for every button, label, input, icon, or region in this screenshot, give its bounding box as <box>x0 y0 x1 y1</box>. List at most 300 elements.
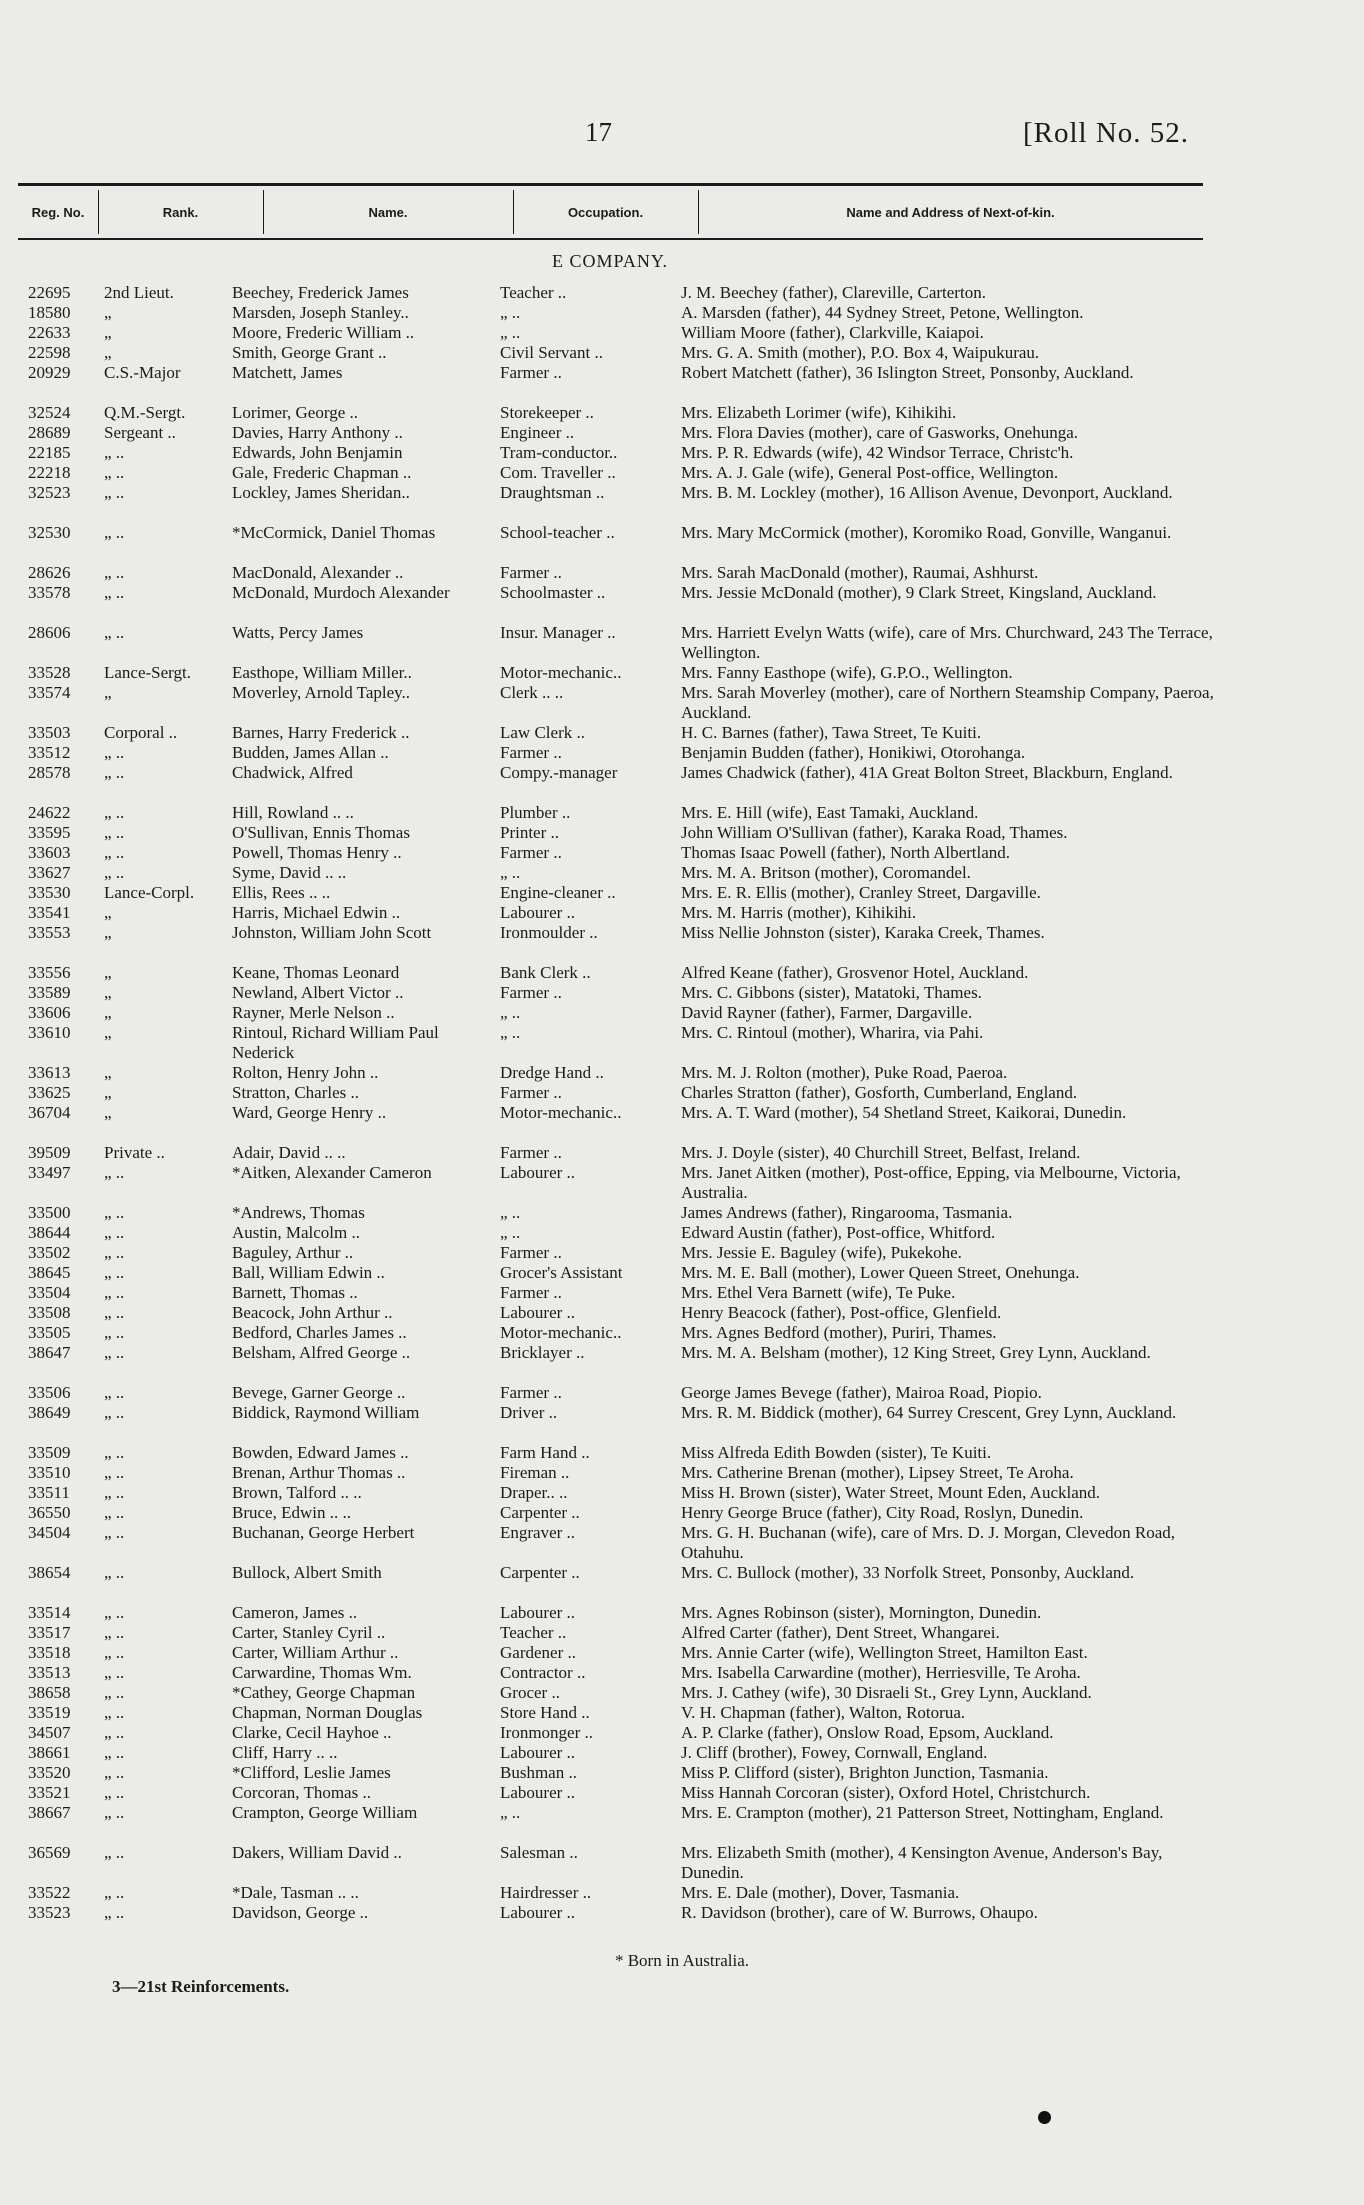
occupation: Carpenter .. <box>500 1503 580 1522</box>
rank: „ .. <box>104 1503 125 1522</box>
next-of-kin: Charles Stratton (father), Gosforth, Cumberland, England. <box>681 1083 1078 1102</box>
reg-number: 33625 <box>28 1083 71 1102</box>
reg-number: 28626 <box>28 563 71 582</box>
rank: „ <box>104 343 112 362</box>
occupation: Clerk .. .. <box>500 683 564 702</box>
reg-number: 20929 <box>28 363 71 382</box>
rank: „ .. <box>104 1483 125 1502</box>
reg-number: 36704 <box>28 1103 71 1122</box>
next-of-kin: Mrs. Catherine Brenan (mother), Lipsey Street, Te Aroha. <box>681 1463 1074 1482</box>
next-of-kin: Mrs. P. R. Edwards (wife), 42 Windsor Terrace, Christc'h. <box>681 443 1074 462</box>
rank: „ <box>104 1063 112 1082</box>
ink-speck <box>1038 2111 1051 2124</box>
occupation: Farmer .. <box>500 983 562 1002</box>
reg-number: 33603 <box>28 843 71 862</box>
rank: „ .. <box>104 1663 125 1682</box>
rank: „ <box>104 963 112 982</box>
reg-number: 36569 <box>28 1843 71 1862</box>
signature-line: 3—21st Reinforcements. <box>112 1977 290 1996</box>
occupation: „ .. <box>500 1023 521 1042</box>
rank: „ .. <box>104 1763 125 1782</box>
occupation: „ .. <box>500 323 521 342</box>
company-heading: E COMPANY. <box>551 251 669 271</box>
occupation: Grocer's Assistant <box>500 1263 623 1282</box>
reg-number: 33502 <box>28 1243 71 1262</box>
occupation: Com. Traveller .. <box>500 463 616 482</box>
next-of-kin: James Chadwick (father), 41A Great Bolton Street, Blackburn, England. <box>681 763 1173 782</box>
soldier-name: *Dale, Tasman .. .. <box>232 1883 359 1902</box>
reg-number: 32524 <box>28 403 71 422</box>
soldier-name: Belsham, Alfred George .. <box>232 1343 411 1362</box>
occupation: Driver .. <box>500 1403 558 1422</box>
soldier-name: Barnes, Harry Frederick .. <box>232 723 410 742</box>
next-of-kin: J. M. Beechey (father), Clareville, Carterton. <box>681 283 986 302</box>
soldier-name: Johnston, William John Scott <box>232 923 432 942</box>
reg-number: 28578 <box>28 763 71 782</box>
occupation: Plumber .. <box>500 803 571 822</box>
occupation: Salesman .. <box>500 1843 578 1862</box>
rank: „ .. <box>104 463 125 482</box>
occupation: Teacher .. <box>500 1623 567 1642</box>
next-of-kin: Mrs. E. Crampton (mother), 21 Patterson Street, Nottingham, England. <box>681 1803 1164 1822</box>
soldier-name: Corcoran, Thomas .. <box>232 1783 371 1802</box>
rank: „ .. <box>104 1263 125 1282</box>
next-of-kin: Mrs. Jessie E. Baguley (wife), Pukekohe. <box>681 1243 962 1262</box>
occupation: Compy.-manager <box>500 763 618 782</box>
soldier-name: Edwards, John Benjamin <box>232 443 403 462</box>
rank: Lance-Corpl. <box>104 883 195 902</box>
occupation: Motor-mechanic.. <box>500 663 622 682</box>
reg-number: 33578 <box>28 583 71 602</box>
rank: „ .. <box>104 1443 125 1462</box>
next-of-kin: Mrs. Sarah Moverley (mother), care of Northern Steamship Company, Paeroa, Auckland. <box>681 683 1214 722</box>
reg-number: 22633 <box>28 323 71 342</box>
next-of-kin: Mrs. Harriett Evelyn Watts (wife), care of Mrs. Churchward, 243 The Terrace, Wellington. <box>681 623 1213 662</box>
rank: Sergeant .. <box>104 423 176 442</box>
soldier-name: Watts, Percy James <box>232 623 364 642</box>
rank: „ .. <box>104 563 125 582</box>
header-kin: Name and Address of Next-of-kin. <box>846 204 1055 220</box>
soldier-name: Carwardine, Thomas Wm. <box>232 1663 412 1682</box>
reg-number: 34504 <box>28 1523 71 1542</box>
occupation: Draper.. .. <box>500 1483 568 1502</box>
reg-number: 33613 <box>28 1063 71 1082</box>
next-of-kin: Mrs. A. J. Gale (wife), General Post-office, Wellington. <box>681 463 1059 482</box>
next-of-kin: Robert Matchett (father), 36 Islington Street, Ponsonby, Auckland. <box>681 363 1134 382</box>
rank: „ .. <box>104 1223 125 1242</box>
occupation: Labourer .. <box>500 1603 576 1622</box>
next-of-kin: Mrs. M. Harris (mother), Kihikihi. <box>681 903 917 922</box>
next-of-kin: Thomas Isaac Powell (father), North Albertland. <box>681 843 1011 862</box>
soldier-name: Carter, Stanley Cyril .. <box>232 1623 386 1642</box>
soldier-name: Cameron, James .. <box>232 1603 358 1622</box>
reg-number: 32523 <box>28 483 71 502</box>
next-of-kin: Mrs. Elizabeth Lorimer (wife), Kihikihi. <box>681 403 957 422</box>
rank: „ .. <box>104 863 125 882</box>
soldier-name: Ball, William Edwin .. <box>232 1263 385 1282</box>
header-rank: Rank. <box>162 204 199 220</box>
rank: „ .. <box>104 523 125 542</box>
occupation: Ironmoulder .. <box>500 923 598 942</box>
occupation: Motor-mechanic.. <box>500 1323 622 1342</box>
next-of-kin: David Rayner (father), Farmer, Dargaville. <box>681 1003 973 1022</box>
next-of-kin: Mrs. R. M. Biddick (mother), 64 Surrey Crescent, Grey Lynn, Auckland. <box>681 1403 1177 1422</box>
next-of-kin: Mrs. Annie Carter (wife), Wellington Street, Hamilton East. <box>681 1643 1088 1662</box>
reg-number: 33589 <box>28 983 71 1002</box>
rank: „ .. <box>104 1463 125 1482</box>
rank: „ .. <box>104 443 125 462</box>
next-of-kin: Mrs. E. Hill (wife), East Tamaki, Auckland. <box>681 803 979 822</box>
reg-number: 22598 <box>28 343 71 362</box>
next-of-kin: H. C. Barnes (father), Tawa Street, Te Kuiti. <box>681 723 982 742</box>
rank: Private .. <box>104 1143 165 1162</box>
soldier-name: Stratton, Charles .. <box>232 1083 360 1102</box>
next-of-kin: Miss H. Brown (sister), Water Street, Mount Eden, Auckland. <box>681 1483 1101 1502</box>
soldier-name: Buchanan, George Herbert <box>232 1523 415 1542</box>
soldier-name: Moore, Frederic William .. <box>232 323 415 342</box>
rank: „ .. <box>104 483 125 502</box>
rank: „ .. <box>104 1603 125 1622</box>
soldier-name: Carter, William Arthur .. <box>232 1643 399 1662</box>
soldier-name: Smith, George Grant .. <box>232 343 387 362</box>
rank: „ .. <box>104 1703 125 1722</box>
soldier-name: Clarke, Cecil Hayhoe .. <box>232 1723 392 1742</box>
next-of-kin: Miss P. Clifford (sister), Brighton Junction, Tasmania. <box>681 1763 1049 1782</box>
occupation: Storekeeper .. <box>500 403 594 422</box>
soldier-name: Bowden, Edward James .. <box>232 1443 409 1462</box>
occupation: Labourer .. <box>500 1163 576 1182</box>
rank: „ .. <box>104 823 125 842</box>
soldier-name: Ward, George Henry .. <box>232 1103 387 1122</box>
next-of-kin: Alfred Carter (father), Dent Street, Whangarei. <box>681 1623 1000 1642</box>
soldier-name: Gale, Frederic Chapman .. <box>232 463 412 482</box>
rank: 2nd Lieut. <box>104 283 174 302</box>
next-of-kin: Mrs. C. Bullock (mother), 33 Norfolk Street, Ponsonby, Auckland. <box>681 1563 1135 1582</box>
rank: Corporal .. <box>104 723 178 742</box>
next-of-kin: Alfred Keane (father), Grosvenor Hotel, Auckland. <box>681 963 1029 982</box>
rank: „ <box>104 303 112 322</box>
reg-number: 38649 <box>28 1403 71 1422</box>
occupation: Farmer .. <box>500 843 562 862</box>
occupation: Engraver .. <box>500 1523 576 1542</box>
reg-number: 33530 <box>28 883 71 902</box>
soldier-name: Chapman, Norman Douglas <box>232 1703 423 1722</box>
occupation: Labourer .. <box>500 903 576 922</box>
reg-number: 33556 <box>28 963 71 982</box>
next-of-kin: Mrs. A. T. Ward (mother), 54 Shetland Street, Kaikorai, Dunedin. <box>681 1103 1127 1122</box>
next-of-kin: Mrs. M. A. Belsham (mother), 12 King Street, Grey Lynn, Auckland. <box>681 1343 1151 1362</box>
page-number: 17 <box>585 117 612 147</box>
reg-number: 38644 <box>28 1223 71 1242</box>
reg-number: 33506 <box>28 1383 71 1402</box>
reg-number: 33503 <box>28 723 71 742</box>
soldier-name: Baguley, Arthur .. <box>232 1243 354 1262</box>
reg-number: 28689 <box>28 423 71 442</box>
reg-number: 22185 <box>28 443 71 462</box>
rank: „ <box>104 323 112 342</box>
soldier-name: Budden, James Allan .. <box>232 743 389 762</box>
rank: „ .. <box>104 843 125 862</box>
soldier-name: Ellis, Rees .. .. <box>232 883 331 902</box>
reg-number: 33504 <box>28 1283 71 1302</box>
occupation: Law Clerk .. <box>500 723 585 742</box>
occupation: Farmer .. <box>500 1143 562 1162</box>
occupation: Ironmonger .. <box>500 1723 594 1742</box>
rank: „ .. <box>104 583 125 602</box>
soldier-name: Barnett, Thomas .. <box>232 1283 358 1302</box>
occupation: Farmer .. <box>500 1283 562 1302</box>
soldier-name: Hill, Rowland .. .. <box>232 803 354 822</box>
next-of-kin: Mrs. Isabella Carwardine (mother), Herriesville, Te Aroha. <box>681 1663 1081 1682</box>
occupation: Labourer .. <box>500 1783 576 1802</box>
soldier-name: *Clifford, Leslie James <box>232 1763 391 1782</box>
rank: „ .. <box>104 763 125 782</box>
occupation: Farm Hand .. <box>500 1443 590 1462</box>
table-header <box>18 183 1203 240</box>
soldier-name: Beechey, Frederick James <box>232 283 409 302</box>
occupation: Carpenter .. <box>500 1563 580 1582</box>
occupation: „ .. <box>500 303 521 322</box>
soldier-name: Keane, Thomas Leonard <box>232 963 400 982</box>
next-of-kin: Mrs. Flora Davies (mother), care of Gasworks, Onehunga. <box>681 423 1079 442</box>
reg-number: 33528 <box>28 663 71 682</box>
next-of-kin: John William O'Sullivan (father), Karaka Road, Thames. <box>681 823 1068 842</box>
soldier-name: Biddick, Raymond William <box>232 1403 420 1422</box>
soldier-name: McDonald, Murdoch Alexander <box>232 583 450 602</box>
reg-number: 36550 <box>28 1503 71 1522</box>
next-of-kin: Henry George Bruce (father), City Road, Roslyn, Dunedin. <box>681 1503 1084 1522</box>
header-name: Name. <box>368 204 408 220</box>
occupation: Farmer .. <box>500 1083 562 1102</box>
soldier-name: Brenan, Arthur Thomas .. <box>232 1463 406 1482</box>
occupation: Teacher .. <box>500 283 567 302</box>
next-of-kin: Mrs. Mary McCormick (mother), Koromiko Road, Gonville, Wanganui. <box>681 523 1172 542</box>
soldier-name: Cliff, Harry .. .. <box>232 1743 338 1762</box>
occupation: „ .. <box>500 1003 521 1022</box>
occupation: Labourer .. <box>500 1303 576 1322</box>
next-of-kin: J. Cliff (brother), Fowey, Cornwall, England. <box>681 1743 988 1762</box>
reg-number: 33517 <box>28 1623 71 1642</box>
rank: Lance-Sergt. <box>104 663 192 682</box>
next-of-kin: Mrs. G. H. Buchanan (wife), care of Mrs. D. J. Morgan, Clevedon Road, Otahuhu. <box>681 1523 1175 1562</box>
reg-number: 38667 <box>28 1803 71 1822</box>
reg-number: 33520 <box>28 1763 71 1782</box>
next-of-kin: Mrs. E. Dale (mother), Dover, Tasmania. <box>681 1883 960 1902</box>
reg-number: 33497 <box>28 1163 71 1182</box>
next-of-kin: Mrs. J. Cathey (wife), 30 Disraeli St., Grey Lynn, Auckland. <box>681 1683 1092 1702</box>
occupation: Tram-conductor.. <box>500 443 618 462</box>
rank: „ .. <box>104 1283 125 1302</box>
soldier-name: Matchett, James <box>232 363 343 382</box>
reg-number: 33510 <box>28 1463 71 1482</box>
rank: „ .. <box>104 1723 125 1742</box>
reg-number: 18580 <box>28 303 71 322</box>
next-of-kin: Mrs. C. Gibbons (sister), Matatoki, Thames. <box>681 983 982 1002</box>
rank: „ .. <box>104 1203 125 1222</box>
next-of-kin: Mrs. Fanny Easthope (wife), G.P.O., Wellington. <box>681 663 1013 682</box>
reg-number: 33505 <box>28 1323 71 1342</box>
occupation: Contractor .. <box>500 1663 586 1682</box>
reg-number: 33541 <box>28 903 71 922</box>
occupation: Motor-mechanic.. <box>500 1103 622 1122</box>
soldier-name: Bedford, Charles James .. <box>232 1323 407 1342</box>
rank: „ <box>104 903 112 922</box>
rank: „ <box>104 683 112 702</box>
soldier-name: O'Sullivan, Ennis Thomas <box>232 823 410 842</box>
soldier-name: Davies, Harry Anthony .. <box>232 423 403 442</box>
reg-number: 33627 <box>28 863 71 882</box>
reg-number: 38647 <box>28 1343 71 1362</box>
occupation: Bank Clerk .. <box>500 963 591 982</box>
rank: „ .. <box>104 1843 125 1862</box>
reg-number: 33521 <box>28 1783 71 1802</box>
soldier-name: Moverley, Arnold Tapley.. <box>232 683 411 702</box>
soldier-name: Rayner, Merle Nelson .. <box>232 1003 395 1022</box>
reg-number: 22218 <box>28 463 71 482</box>
next-of-kin: Mrs. Janet Aitken (mother), Post-office, Epping, via Melbourne, Victoria, Australia. <box>681 1163 1181 1202</box>
next-of-kin: Mrs. Agnes Robinson (sister), Mornington, Dunedin. <box>681 1603 1042 1622</box>
soldier-name: Brown, Talford .. .. <box>232 1483 362 1502</box>
next-of-kin: Mrs. M. A. Britson (mother), Coromandel. <box>681 863 971 882</box>
rank: „ <box>104 1023 112 1042</box>
occupation: Farmer .. <box>500 1243 562 1262</box>
occupation: „ .. <box>500 1803 521 1822</box>
reg-number: 38658 <box>28 1683 71 1702</box>
next-of-kin: Mrs. Jessie McDonald (mother), 9 Clark Street, Kingsland, Auckland. <box>681 583 1157 602</box>
soldier-name: Easthope, William Miller.. <box>232 663 412 682</box>
next-of-kin: Mrs. J. Doyle (sister), 40 Churchill Street, Belfast, Ireland. <box>681 1143 1081 1162</box>
occupation: Engine-cleaner .. <box>500 883 616 902</box>
reg-number: 33513 <box>28 1663 71 1682</box>
reg-number: 33509 <box>28 1443 71 1462</box>
next-of-kin: Edward Austin (father), Post-office, Whitford. <box>681 1223 996 1242</box>
soldier-name: *Cathey, George Chapman <box>232 1683 416 1702</box>
reg-number: 24622 <box>28 803 71 822</box>
reg-number: 33500 <box>28 1203 71 1222</box>
reg-number: 33574 <box>28 683 71 702</box>
occupation: Farmer .. <box>500 363 562 382</box>
rank: „ .. <box>104 1623 125 1642</box>
reg-number: 33522 <box>28 1883 71 1902</box>
occupation: „ .. <box>500 1203 521 1222</box>
soldier-name: Beacock, John Arthur .. <box>232 1303 393 1322</box>
soldier-name: *Andrews, Thomas <box>232 1203 365 1222</box>
next-of-kin: Benjamin Budden (father), Honikiwi, Otorohanga. <box>681 743 1026 762</box>
soldier-name: Bullock, Albert Smith <box>232 1563 382 1582</box>
next-of-kin: William Moore (father), Clarkville, Kaiapoi. <box>681 323 984 342</box>
soldier-name: Rintoul, Richard William Paul Nederick <box>232 1023 439 1062</box>
next-of-kin: Mrs. M. E. Ball (mother), Lower Queen Street, Onehunga. <box>681 1263 1080 1282</box>
next-of-kin: Mrs. Ethel Vera Barnett (wife), Te Puke. <box>681 1283 956 1302</box>
rank: „ .. <box>104 623 125 642</box>
next-of-kin: George James Bevege (father), Mairoa Road, Piopio. <box>681 1383 1042 1402</box>
next-of-kin: Mrs. Elizabeth Smith (mother), 4 Kensington Avenue, Anderson's Bay, Dunedin. <box>681 1843 1163 1882</box>
rank: „ <box>104 1083 112 1102</box>
rank: „ .. <box>104 1903 125 1922</box>
occupation: Store Hand .. <box>500 1703 590 1722</box>
rank: „ .. <box>104 1403 125 1422</box>
reg-number: 33519 <box>28 1703 71 1722</box>
rank: „ .. <box>104 1243 125 1262</box>
next-of-kin: James Andrews (father), Ringarooma, Tasmania. <box>681 1203 1013 1222</box>
occupation: Bushman .. <box>500 1763 577 1782</box>
soldier-name: Dakers, William David .. <box>232 1843 402 1862</box>
soldier-name: Lockley, James Sheridan.. <box>232 483 410 502</box>
soldier-name: Powell, Thomas Henry .. <box>232 843 402 862</box>
rank: „ .. <box>104 1343 125 1362</box>
soldier-name: Austin, Malcolm .. <box>232 1223 360 1242</box>
next-of-kin: Mrs. C. Rintoul (mother), Wharira, via Pahi. <box>681 1023 984 1042</box>
reg-number: 33514 <box>28 1603 71 1622</box>
next-of-kin: Mrs. Agnes Bedford (mother), Puriri, Thames. <box>681 1323 997 1342</box>
rank: „ <box>104 923 112 942</box>
reg-number: 38654 <box>28 1563 71 1582</box>
rank: „ .. <box>104 1383 125 1402</box>
soldier-name: Syme, David .. .. <box>232 863 347 882</box>
occupation: Farmer .. <box>500 1383 562 1402</box>
reg-number: 33508 <box>28 1303 71 1322</box>
soldier-name: Lorimer, George .. <box>232 403 358 422</box>
reg-number: 33595 <box>28 823 71 842</box>
soldier-name: Adair, David .. .. <box>232 1143 346 1162</box>
rank: „ .. <box>104 1163 125 1182</box>
rank: „ <box>104 1003 112 1022</box>
next-of-kin: Mrs. M. J. Rolton (mother), Puke Road, Paeroa. <box>681 1063 1008 1082</box>
next-of-kin: Mrs. B. M. Lockley (mother), 16 Allison Avenue, Devonport, Auckland. <box>681 483 1173 502</box>
soldier-name: *Aitken, Alexander Cameron <box>232 1163 432 1182</box>
occupation: Gardener .. <box>500 1643 576 1662</box>
next-of-kin: Henry Beacock (father), Post-office, Glenfield. <box>681 1303 1002 1322</box>
rank: „ .. <box>104 1683 125 1702</box>
rank: Q.M.-Sergt. <box>104 403 186 422</box>
occupation: Grocer .. <box>500 1683 560 1702</box>
rank: „ .. <box>104 1643 125 1662</box>
footnote: * Born in Australia. <box>614 1951 750 1970</box>
occupation: Civil Servant .. <box>500 343 603 362</box>
occupation: Dredge Hand .. <box>500 1063 604 1082</box>
next-of-kin: Mrs. G. A. Smith (mother), P.O. Box 4, Waipukurau. <box>681 343 1040 362</box>
occupation: School-teacher .. <box>500 523 615 542</box>
reg-number: 33553 <box>28 923 71 942</box>
occupation: Insur. Manager .. <box>500 623 616 642</box>
occupation: „ .. <box>500 863 521 882</box>
rank: „ .. <box>104 1303 125 1322</box>
soldier-name: Chadwick, Alfred <box>232 763 353 782</box>
reg-number: 38661 <box>28 1743 71 1762</box>
reg-number: 38645 <box>28 1263 71 1282</box>
occupation: Bricklayer .. <box>500 1343 585 1362</box>
occupation: Fireman .. <box>500 1463 570 1482</box>
reg-number: 33511 <box>28 1483 70 1502</box>
occupation: Labourer .. <box>500 1903 576 1922</box>
soldier-name: Marsden, Joseph Stanley.. <box>232 303 409 322</box>
soldier-name: Bruce, Edwin .. .. <box>232 1503 351 1522</box>
rank: „ <box>104 983 112 1002</box>
next-of-kin: V. H. Chapman (father), Walton, Rotorua. <box>681 1703 966 1722</box>
next-of-kin: A. Marsden (father), 44 Sydney Street, Petone, Wellington. <box>681 303 1084 322</box>
soldier-name: *McCormick, Daniel Thomas <box>232 523 436 542</box>
next-of-kin: Mrs. E. R. Ellis (mother), Cranley Street, Dargaville. <box>681 883 1041 902</box>
occupation: Farmer .. <box>500 563 562 582</box>
reg-number: 33606 <box>28 1003 71 1022</box>
rank: „ .. <box>104 1743 125 1762</box>
occupation: Schoolmaster .. <box>500 583 606 602</box>
occupation: Draughtsman .. <box>500 483 605 502</box>
next-of-kin: R. Davidson (brother), care of W. Burrows, Ohaupo. <box>681 1903 1038 1922</box>
occupation: Farmer .. <box>500 743 562 762</box>
reg-number: 34507 <box>28 1723 71 1742</box>
rank: C.S.-Major <box>104 363 181 382</box>
